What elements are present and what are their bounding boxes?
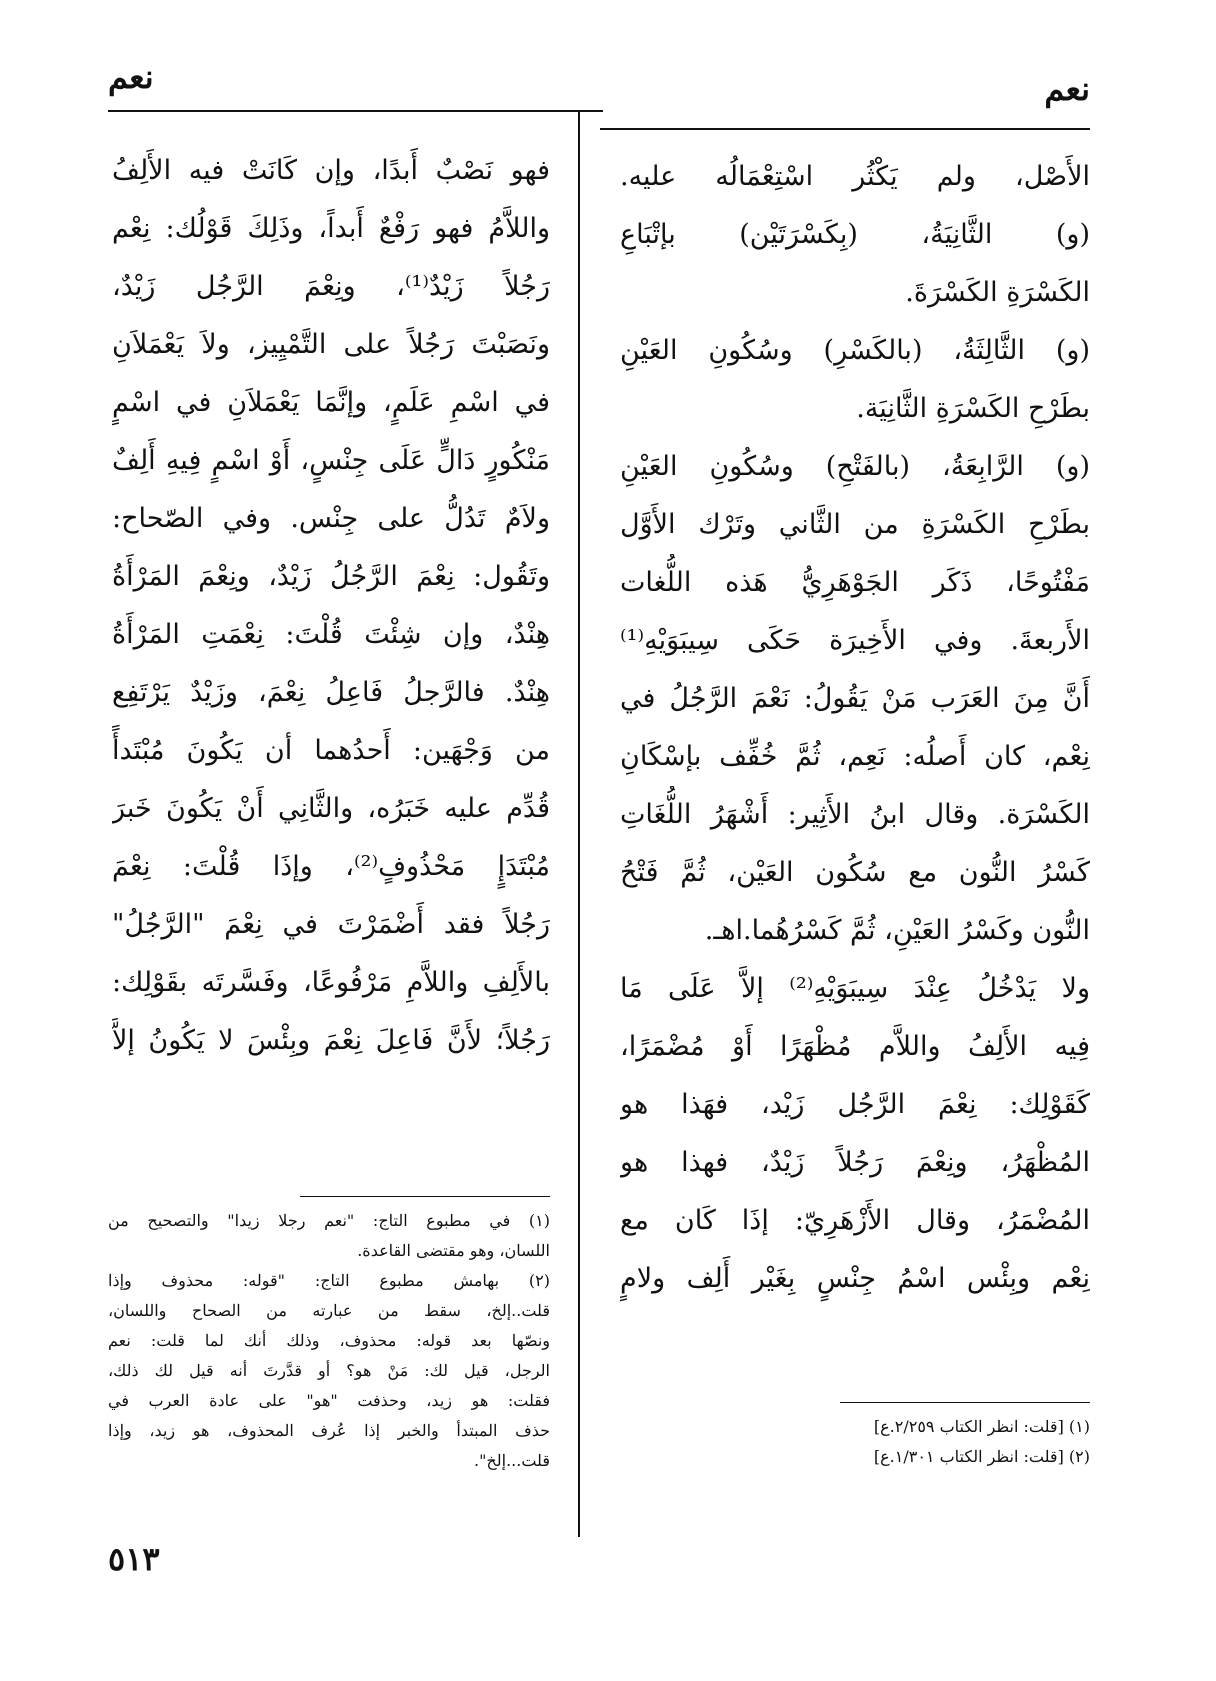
text-line: كَسْرُ النُّون مع سُكُون العَيْن، ثُمَّ فَتْحُ xyxy=(620,857,1090,888)
right-footnotes xyxy=(760,1412,1090,1472)
header-rule-right xyxy=(600,128,1090,130)
text-line: هِنْدٌ، وإن شِئْتَ قُلْتَ: نِعْمَتِ المَرْأَةُ xyxy=(112,619,550,650)
footnote-rule-left xyxy=(300,1196,550,1197)
text-line: فِيه الأَلِفُ واللاَّم مُظْهَرًا أَوْ مُضْمَرًا، xyxy=(620,1031,1090,1062)
text-line: مَنْكُورٍ دَالٍّ عَلَى جِنْسٍ، أَوْ اسْمٍ فِيهِ أَلِفٌ xyxy=(112,445,550,476)
footnote-line: (١) [قلت: انظر الكتاب ٢/٢٥٩.ع] xyxy=(873,1417,1090,1436)
text-line: أَنَّ مِنَ العَرَب مَنْ يَقُولُ: نَعْمَ الرَّجُلُ في xyxy=(620,683,1090,714)
text-line: واللاَّمُ فهو رَفْعٌ أَبداً، وذَلِكَ قَوْلُك: نِعْم xyxy=(112,213,550,244)
text-line: الأَصْل، ولم يَكْثُر اسْتِعْمَالُه عليه. xyxy=(620,161,1090,192)
text-line: الأَربعةَ. وفي الأَخِيرَة حَكَى سِيبَوَيْهِ⁽¹⁾ xyxy=(620,625,1090,656)
footnote-line: (٢) بهامش مطبوع التاج: "قوله: محذوف وإذا xyxy=(108,1271,550,1290)
footnote-line: (١) في مطبوع التاج: "نعم رجلا زيدا" والتصحيح من xyxy=(108,1211,550,1230)
text-line: كَقَوْلِك: نِعْمَ الرَّجُل زَيْد، فهَذا هو xyxy=(620,1089,1090,1120)
text-line: من وَجْهَين: أَحدُهما أن يَكُونَ مُبْتَدأً xyxy=(112,735,550,766)
footnote-line: قلت...إلخ". xyxy=(473,1451,550,1470)
text-line: الكَسْرَةِ الكَسْرَةَ. xyxy=(905,277,1090,308)
text-line: المُضْمَرُ، وقال الأَزْهَرِيّ: إذَا كَان مع xyxy=(620,1205,1090,1236)
footnote-line: فقلت: هو زيد، وحذفت "هو" على عادة العرب في xyxy=(108,1391,550,1410)
running-header-left: نعم xyxy=(108,58,154,96)
footnote-line: حذف المبتدأ والخبر إذا عُرف المحذوف، هو زيد، وإذا xyxy=(108,1421,550,1440)
text-line: رَجُلاً؛ لأَنَّ فَاعِلَ نِعْمَ وبِئْسَ لا يَكُونُ إلاَّ xyxy=(112,1025,550,1056)
text-line: قُدِّم عليه خَبَرُه، والثَّانِي أَنْ يَكُونَ خَبرَ xyxy=(112,793,550,824)
footnote-line: الرجل، قيل لك: مَنْ هو؟ أو قدَّرتَ أنه قيل لك ذلك، xyxy=(108,1361,550,1380)
header-rule-left xyxy=(108,110,603,112)
text-line: ولاَمٌ تَدُلُّ على جِنْس. وفي الصّحاح: xyxy=(112,503,550,534)
text-line: وتَقُول: نِعْمَ الرَّجُلُ زَيْدٌ، ونِعْمَ المَرْأَةُ xyxy=(112,561,550,592)
text-line: ولا يَدْخُلُ عِنْدَ سِيبَوَيْهِ⁽²⁾ إلاَّ عَلَى مَا xyxy=(620,973,1090,1004)
text-line: فهو نَصْبٌ أَبدًا، وإن كَانَتْ فيه الأَلِفُ xyxy=(112,155,550,186)
footnote-line: ونصّها بعد قوله: محذوف، وذلك أنك لما قلت: نعم xyxy=(108,1331,550,1350)
text-line: في اسْمِ عَلَمٍ، وإنَّمَا يَعْمَلاَنِ في اسْمٍ xyxy=(112,387,550,418)
text-line: بالأَلِفِ واللاَّمِ مَرْفُوعًا، وفَسَّرتَه بقَوْلِك: xyxy=(112,967,550,998)
text-line: ونَصَبْتَ رَجُلاً على التَّمْيِيز، ولاَ يَعْمَلاَنِ xyxy=(112,329,550,360)
text-line: النُّون وكَسْرُ العَيْنِ، ثُمَّ كَسْرُهُما.اهـ. xyxy=(704,915,1090,946)
text-line: الكَسْرَة. وقال ابنُ الأَثِير: أَشْهَرُ اللُّغَاتِ xyxy=(620,799,1090,830)
footnote-line: اللسان، وهو مقتضى القاعدة. xyxy=(357,1241,550,1260)
footnote-line: (٢) [قلت: انظر الكتاب ١/٣٠١.ع] xyxy=(873,1447,1090,1466)
text-line: بطَرْحِ الكَسْرَةِ من الثَّاني وتَرْك الأَوَّل xyxy=(620,509,1090,540)
text-line: المُظْهَرُ، ونِعْمَ رَجُلاً زَيْدٌ، فهذا هو xyxy=(620,1147,1090,1178)
footnote-line: قلت..إلخ، سقط من عبارته من الصحاح واللسان، xyxy=(108,1301,550,1320)
footnote-rule-right xyxy=(840,1402,1090,1403)
text-line: (و) الثَّالِثَةُ، (بالكَسْرِ) وسُكُونِ العَيْنِ xyxy=(620,335,1090,366)
text-line: (و) الثَّانِيَةُ، (بِكَسْرَتَيْن) بإتْبَاعِ xyxy=(620,219,1090,250)
left-footnotes xyxy=(108,1206,550,1476)
column-divider xyxy=(578,112,580,1537)
left-column-text xyxy=(112,142,550,1070)
text-line: نِعْم، كان أَصلُه: نَعِم، ثُمَّ خُفِّف بإسْكَانِ xyxy=(620,741,1090,772)
text-line: رَجُلاً فقد أَضْمَرْتَ في نِعْمَ "الرَّجُلُ" xyxy=(112,909,550,940)
text-line: (و) الرَّابِعَةُ، (بالفَتْحِ) وسُكُونِ العَيْنِ xyxy=(620,451,1090,482)
text-line: مُبْتَدَإٍ مَحْذُوفٍ⁽²⁾، وإذَا قُلْتَ: نِعْمَ xyxy=(112,851,550,882)
text-line: هِنْدٌ. فالرَّجلُ فَاعِلُ نِعْمَ، وزَيْدٌ يَرْتَفِع xyxy=(112,677,550,708)
text-line: بطَرْحِ الكَسْرَةِ الثَّانِيَة. xyxy=(856,393,1090,424)
running-header-right: نعم xyxy=(1044,70,1090,108)
text-line: نِعْم وبِئْس اسْمُ جِنْسٍ بِغَيْر أَلِف ولامٍ xyxy=(620,1263,1090,1294)
text-line: رَجُلاً زَيْدٌ⁽¹⁾، ونِعْمَ الرَّجُل زَيْدٌ، xyxy=(112,271,550,302)
page-number: ٥١٣ xyxy=(108,1540,160,1578)
right-column-text xyxy=(620,148,1090,1308)
text-line: مَفْتُوحًا، ذَكَر الجَوْهَرِيُّ هَذه اللُّغات xyxy=(620,567,1090,598)
